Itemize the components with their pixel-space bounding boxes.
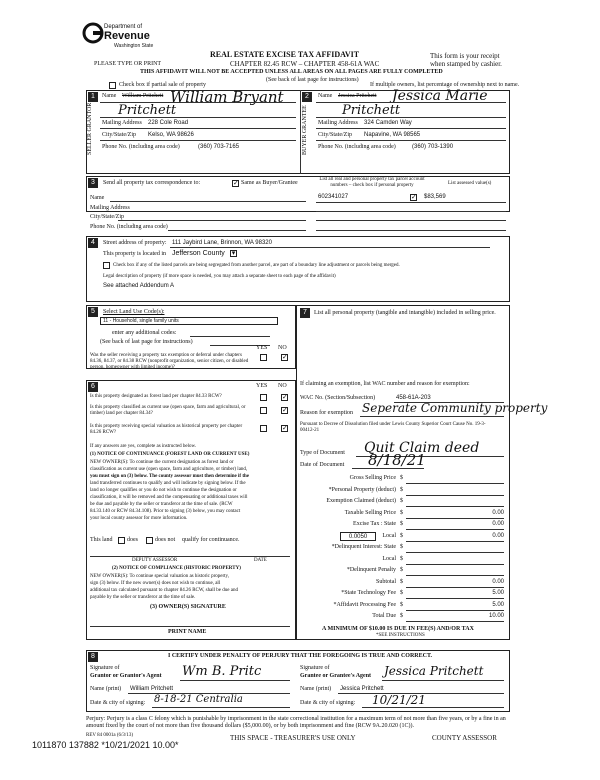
- dept-line2: Revenue: [104, 30, 150, 42]
- county-dropdown[interactable]: ▾: [231, 249, 236, 257]
- fin-row-value[interactable]: 0.00: [492, 532, 504, 539]
- grantor-date-label: Date & city of signing:: [90, 700, 146, 706]
- print-name-label: PRINT NAME: [168, 629, 207, 635]
- assessed-value[interactable]: $83,569: [424, 194, 446, 200]
- grantee-sig-label1: Signature of: [300, 665, 330, 671]
- s6-q3: Is this property receiving special valuation as historical property per chapter 84.26 RCW?: [90, 424, 243, 435]
- receipt-line2: when stamped by cashier.: [430, 60, 502, 68]
- s3-name-label: Name: [90, 195, 105, 201]
- legal-value[interactable]: See attached Addendum A: [103, 283, 175, 289]
- s6-yes-header: YES: [256, 383, 268, 389]
- multiple-owners-note: If multiple owners, list percentage of ownership next to name.: [370, 82, 520, 88]
- buyer-phone-label: Phone No. (including area code): [318, 144, 396, 150]
- located-label: This property is located in: [103, 251, 166, 257]
- grantor-signature[interactable]: Wm B. Pritc: [182, 664, 262, 679]
- fin-row-label: *Delinquent Penalty: [346, 567, 396, 573]
- grantor-name-value[interactable]: William Pritchett: [130, 686, 174, 692]
- seller-name-hand2[interactable]: Pritchett: [118, 103, 177, 118]
- notice2-line: NEW OWNER(S): To continue special valuation as historic property,: [90, 574, 229, 579]
- parcel-number[interactable]: 602341027: [318, 194, 349, 200]
- please-type: PLEASE TYPE OR PRINT: [94, 61, 162, 67]
- fin-row-dollar: $: [400, 590, 403, 596]
- notice2-line: additional tax calculated pursuant to chapter 84.26 RCW, shall be due and: [90, 588, 238, 593]
- seller-phone-value[interactable]: (360) 703-7165: [198, 144, 240, 150]
- notice2-title: (2) NOTICE OF COMPLIANCE (HISTORIC PROPERTY): [112, 566, 241, 571]
- dept-line3: Washington State: [114, 43, 154, 49]
- legal-label: Legal description of property (if more space is needed, you may attach a separate sheet to each page of the affidavit): [103, 274, 336, 279]
- grantee-date-label: Date & city of signing:: [300, 700, 356, 706]
- buyer-name-label: Name: [318, 93, 333, 99]
- fin-row-dollar: $: [400, 521, 403, 527]
- buyer-side-label: BUYER GRANTEE: [302, 105, 308, 155]
- doc-date-hand[interactable]: 8/18/21: [368, 451, 426, 469]
- partial-sale-label: Check box if partial sale of property: [119, 82, 206, 88]
- county-assessor-label: COUNTY ASSESSOR: [432, 734, 497, 742]
- s6-q1-no[interactable]: ✓: [282, 393, 288, 401]
- fin-row-dollar: $: [400, 532, 403, 539]
- see-instructions: *SEE INSTRUCTIONS: [376, 633, 425, 638]
- fin-row-dollar: $: [400, 601, 403, 608]
- fin-row-value[interactable]: 0.00: [492, 521, 504, 527]
- same-as-buyer-label: Same as Buyer/Grantee: [241, 180, 298, 186]
- owner-signature-label: (3) OWNER(S) SIGNATURE: [150, 604, 226, 610]
- notice2-line: sign (3) below. If the new owner(s) does not wish to continue, all: [90, 581, 221, 586]
- s5-no-header: NO: [278, 345, 287, 351]
- section-2-number: 2: [302, 92, 312, 102]
- grantor-sig-label2: Grantor or Grantor's Agent: [90, 673, 162, 679]
- buyer-mailing-label: Mailing Address: [318, 120, 358, 126]
- fin-row-label: *Affidavit Processing Fee: [333, 601, 396, 608]
- notice1-line: land transferred continues to qualify and will indicate by signing below. If the: [90, 481, 246, 486]
- section-8-number: 8: [88, 652, 98, 662]
- notice2-line: payable by the seller or transferor at the time of sale.: [90, 595, 196, 600]
- additional-codes-label: enter any additional codes:: [112, 330, 177, 336]
- section-6-number: 6: [88, 382, 98, 392]
- reason-label: Reason for exemption: [300, 410, 353, 416]
- s3-phone-label: Phone No. (including area code): [90, 224, 168, 230]
- exemption-header: If claiming an exemption, list WAC number and reason for exemption:: [300, 381, 470, 387]
- land-use-select[interactable]: 11 - Household, single family units: [100, 317, 278, 325]
- section-3-number: 3: [88, 178, 98, 188]
- fin-row-dollar: $: [400, 613, 403, 619]
- grantor-sig-label1: Signature of: [90, 665, 120, 671]
- section-5-number: 5: [88, 307, 98, 317]
- fin-row-dollar: $: [400, 509, 403, 516]
- buyer-name-hand2[interactable]: Pritchett: [342, 103, 401, 118]
- fin-row-value[interactable]: 0.00: [492, 509, 504, 516]
- grantor-date-value[interactable]: 8-18-21 Centralia: [154, 694, 243, 705]
- segregated-label: Check box if any of the listed parcels are being segregated from another parcel, are part of a boundary line adjustment or parcels being merged.: [113, 263, 400, 268]
- certify-statement: I CERTIFY UNDER PENALTY OF PERJURY THAT THE FOREGOING IS TRUE AND CORRECT.: [168, 653, 433, 659]
- minimum-note: A MINIMUM OF $10.00 IS DUE IN FEE(S) AND/OR TAX: [322, 626, 474, 632]
- seller-phone-label: Phone No. (including area code): [102, 144, 180, 150]
- fin-row-label: Taxable Selling Price: [344, 509, 396, 516]
- fin-row-label: *Delinquent Interest: State: [331, 544, 396, 550]
- fin-row-value[interactable]: 5.00: [492, 590, 504, 596]
- land-does-not-label: does not: [155, 537, 176, 543]
- fin-row-dollar: $: [400, 578, 403, 585]
- county-value[interactable]: Jefferson County: [172, 250, 225, 257]
- segregated-checkbox[interactable]: [103, 262, 110, 269]
- notice1-line: classification as current use (open space, farm and agriculture, or timber) land,: [90, 467, 248, 472]
- fin-row-label: Total Due: [372, 613, 396, 619]
- same-as-buyer-checkbox[interactable]: ✓: [233, 179, 239, 187]
- buyer-phone-value[interactable]: (360) 703-1390: [412, 144, 454, 150]
- grantee-sig-label2: Grantee or Grantee's Agent: [300, 673, 372, 679]
- notice1-line: classification, it will be removed and the compensating or additional taxes will: [90, 495, 248, 500]
- fin-row-dollar: $: [400, 555, 403, 562]
- fin-row-label: Local: [382, 532, 396, 539]
- grantee-signature[interactable]: Jessica Pritchett: [384, 664, 484, 678]
- perjury-notice: Perjury: Perjury is a class C felony which is punishable by imprisonment in the state correctional institution for a maximum term of not more than five years, or by a fine in an amount fixed by the court of not more than five thousand dollars ($5,000.00), or by both imprisonment and fine (RCW 9A.20.020 (1C)).: [86, 716, 506, 729]
- land-does-label: does: [127, 537, 138, 543]
- fin-row-label: Subtotal: [375, 578, 396, 585]
- see-back-note: (See back of last page for instructions): [100, 339, 193, 345]
- street-label: Street address of property:: [103, 240, 167, 246]
- wac-value[interactable]: 458-61A-203: [396, 395, 431, 401]
- buyer-name-struck: Jessica Pritchett: [338, 93, 377, 99]
- s6-q2: Is this property classified as current use (open space, farm and agricultural, or timber) land per chapter 84.34?: [90, 405, 246, 416]
- s6-q3-yes[interactable]: [260, 425, 267, 432]
- doc-date-label: Date of Document: [300, 462, 345, 468]
- treasurer-space: THIS SPACE - TREASURER'S USE ONLY: [230, 734, 356, 742]
- seller-city-label: City/State/Zip: [102, 132, 136, 138]
- grantor-name-label: Name (print): [90, 686, 122, 692]
- s5-exemption-yes[interactable]: [260, 354, 267, 361]
- deputy-date-label: DATE: [254, 558, 267, 563]
- parcel-header: List all real and personal property tax parcel account numbers – check box if personal property: [319, 177, 425, 188]
- form-number: REV 84 0001a (6/3/13): [86, 733, 133, 738]
- fin-row-dollar: $: [400, 475, 403, 481]
- seller-side-label: SELLER GRANTOR: [87, 102, 93, 155]
- buyer-city-value[interactable]: Napavine, WA 98565: [364, 132, 421, 138]
- land-does-checkbox[interactable]: [118, 537, 125, 544]
- notice1-title: (1) NOTICE OF CONTINUANCE (FOREST LAND OR CURRENT USE): [90, 452, 250, 457]
- notice1-line: NEW OWNER(S): To continue the current designation as forest land or: [90, 460, 234, 465]
- seller-mailing-label: Mailing Address: [102, 120, 142, 126]
- fin-row-label: *State Technology Fee: [341, 590, 396, 596]
- recording-stamp: 1011870 137882 *10/21/2021 10.00*: [32, 740, 179, 750]
- form-chapter: CHAPTER 82.45 RCW – CHAPTER 458-61A WAC: [230, 60, 380, 68]
- this-land-label: This land: [90, 537, 113, 543]
- s3-city-label: City/State/Zip: [90, 214, 124, 220]
- section-8-box: [86, 650, 510, 712]
- notice1-line: be due and payable by the seller or transferor at the time of sale. (RCW: [90, 502, 233, 507]
- pursuant-note: Pursuant to Decree of Dissolution filed under Lewis County Superior Court Cause No. 19-3-00412-21: [300, 422, 486, 433]
- fin-row-dollar: $: [400, 544, 403, 550]
- last-page-note: (See back of last page for instructions): [266, 77, 359, 83]
- notice1-line: your local county assessor for more information.: [90, 516, 188, 521]
- notice1-line: you must sign on (3) below. The county assessor must then determine if the: [90, 474, 249, 479]
- s5-exemption-no[interactable]: ✓: [282, 353, 288, 361]
- personal-property-checkbox[interactable]: ✓: [411, 193, 417, 201]
- notice1-line: 84.33.140 or RCW 84.34.108). Prior to signing (3) below, you may contact: [90, 509, 241, 514]
- doc-type-label: Type of Document: [300, 450, 345, 456]
- fin-row-label: Local: [382, 555, 396, 562]
- section-4-number: 4: [88, 238, 98, 248]
- section-7-number: 7: [300, 308, 310, 318]
- notice1-line: land no longer qualifies or you do not wish to continue the designation or: [90, 488, 237, 493]
- seller-city-value[interactable]: Kelso, WA 98626: [148, 132, 194, 138]
- fin-row-value[interactable]: 10.00: [488, 613, 504, 619]
- buyer-city-label: City/State/Zip: [318, 132, 352, 138]
- seller-name-hand[interactable]: William Bryant: [170, 88, 284, 106]
- seller-name-struck: William Pritchett: [122, 93, 164, 99]
- partial-sale-checkbox[interactable]: [109, 82, 116, 89]
- form-title: REAL ESTATE EXCISE TAX AFFIDAVIT: [210, 50, 360, 59]
- s6-no-header: NO: [278, 383, 287, 389]
- fin-row-label: *Personal Property (deduct): [328, 486, 396, 493]
- land-does-not-checkbox[interactable]: [146, 537, 153, 544]
- s6-q2-yes[interactable]: [260, 407, 267, 414]
- deputy-assessor-label: DEPUTY ASSESSOR: [132, 558, 178, 563]
- receipt-line1: This form is your receipt: [430, 52, 500, 60]
- fin-row-label: Gross Selling Price: [349, 475, 396, 481]
- section-1-number: 1: [88, 92, 98, 102]
- qualify-label: qualify for continuance.: [182, 537, 240, 543]
- fin-row-label: Excise Tax : State: [353, 521, 396, 527]
- fin-row-dollar: $: [400, 486, 403, 493]
- land-use-label: Select Land Use Code(s):: [103, 309, 165, 315]
- fin-row-dollar: $: [400, 498, 403, 504]
- dor-logo-icon: [82, 22, 104, 44]
- fin-row-value[interactable]: 0.00: [492, 578, 504, 585]
- doc-type-hand[interactable]: Quit Claim deed: [364, 440, 480, 456]
- s6-q1-yes[interactable]: [260, 394, 267, 401]
- street-value[interactable]: 111 Jaybird Lane, Brinnon, WA 98320: [172, 240, 272, 246]
- fin-row-value[interactable]: 5.00: [492, 601, 504, 608]
- local-rate-box[interactable]: 0.0050: [340, 532, 376, 541]
- buyer-name-hand[interactable]: Jessica Marie: [392, 88, 488, 104]
- s6-if-yes: If any answers are yes, complete as instructed below.: [90, 444, 197, 449]
- grantee-name-value[interactable]: Jessica Pritchett: [340, 686, 384, 692]
- reason-hand[interactable]: Seperate Community property: [362, 401, 548, 415]
- wac-label: WAC No. (Section/Subsection): [300, 395, 376, 401]
- fin-row-label: Exemption Claimed (deduct): [326, 498, 396, 504]
- s6-q2-no[interactable]: ✓: [282, 406, 288, 414]
- buyer-mailing-value[interactable]: 324 Camden Way: [364, 120, 412, 126]
- seller-name-label: Name: [102, 93, 117, 99]
- dor-logo: [82, 22, 152, 60]
- s6-q3-no[interactable]: ✓: [282, 424, 288, 432]
- form-warning: THIS AFFIDAVIT WILL NOT BE ACCEPTED UNLESS ALL AREAS ON ALL PAGES ARE FULLY COMPLETED: [140, 69, 443, 75]
- send-correspondence-label: Send all property tax correspondence to:: [103, 180, 201, 186]
- s3-mailing-label: Mailing Address: [90, 205, 130, 211]
- grantee-name-label: Name (print): [300, 686, 332, 692]
- s5-exemption-question: Was the seller receiving a property tax exemption or deferral under chapters 84.36, 84.37, or 84.38 RCW (nonprofit organization, senior citizen, or disabled person, homeowner with limited income)?: [90, 353, 249, 370]
- seller-mailing-value[interactable]: 228 Cole Road: [148, 120, 189, 126]
- s5-yes-header: YES: [256, 345, 268, 351]
- s6-q1: Is this property designated as forest land per chapter 84.33 RCW?: [90, 394, 222, 399]
- dept-line1: Department of: [104, 24, 143, 30]
- fin-row-dollar: $: [400, 567, 403, 573]
- assessed-header: List assessed value(s): [448, 181, 492, 186]
- grantee-date-value[interactable]: 10/21/21: [372, 693, 426, 707]
- personal-property-label: List all personal property (tangible and intangible) included in selling price.: [314, 310, 496, 316]
